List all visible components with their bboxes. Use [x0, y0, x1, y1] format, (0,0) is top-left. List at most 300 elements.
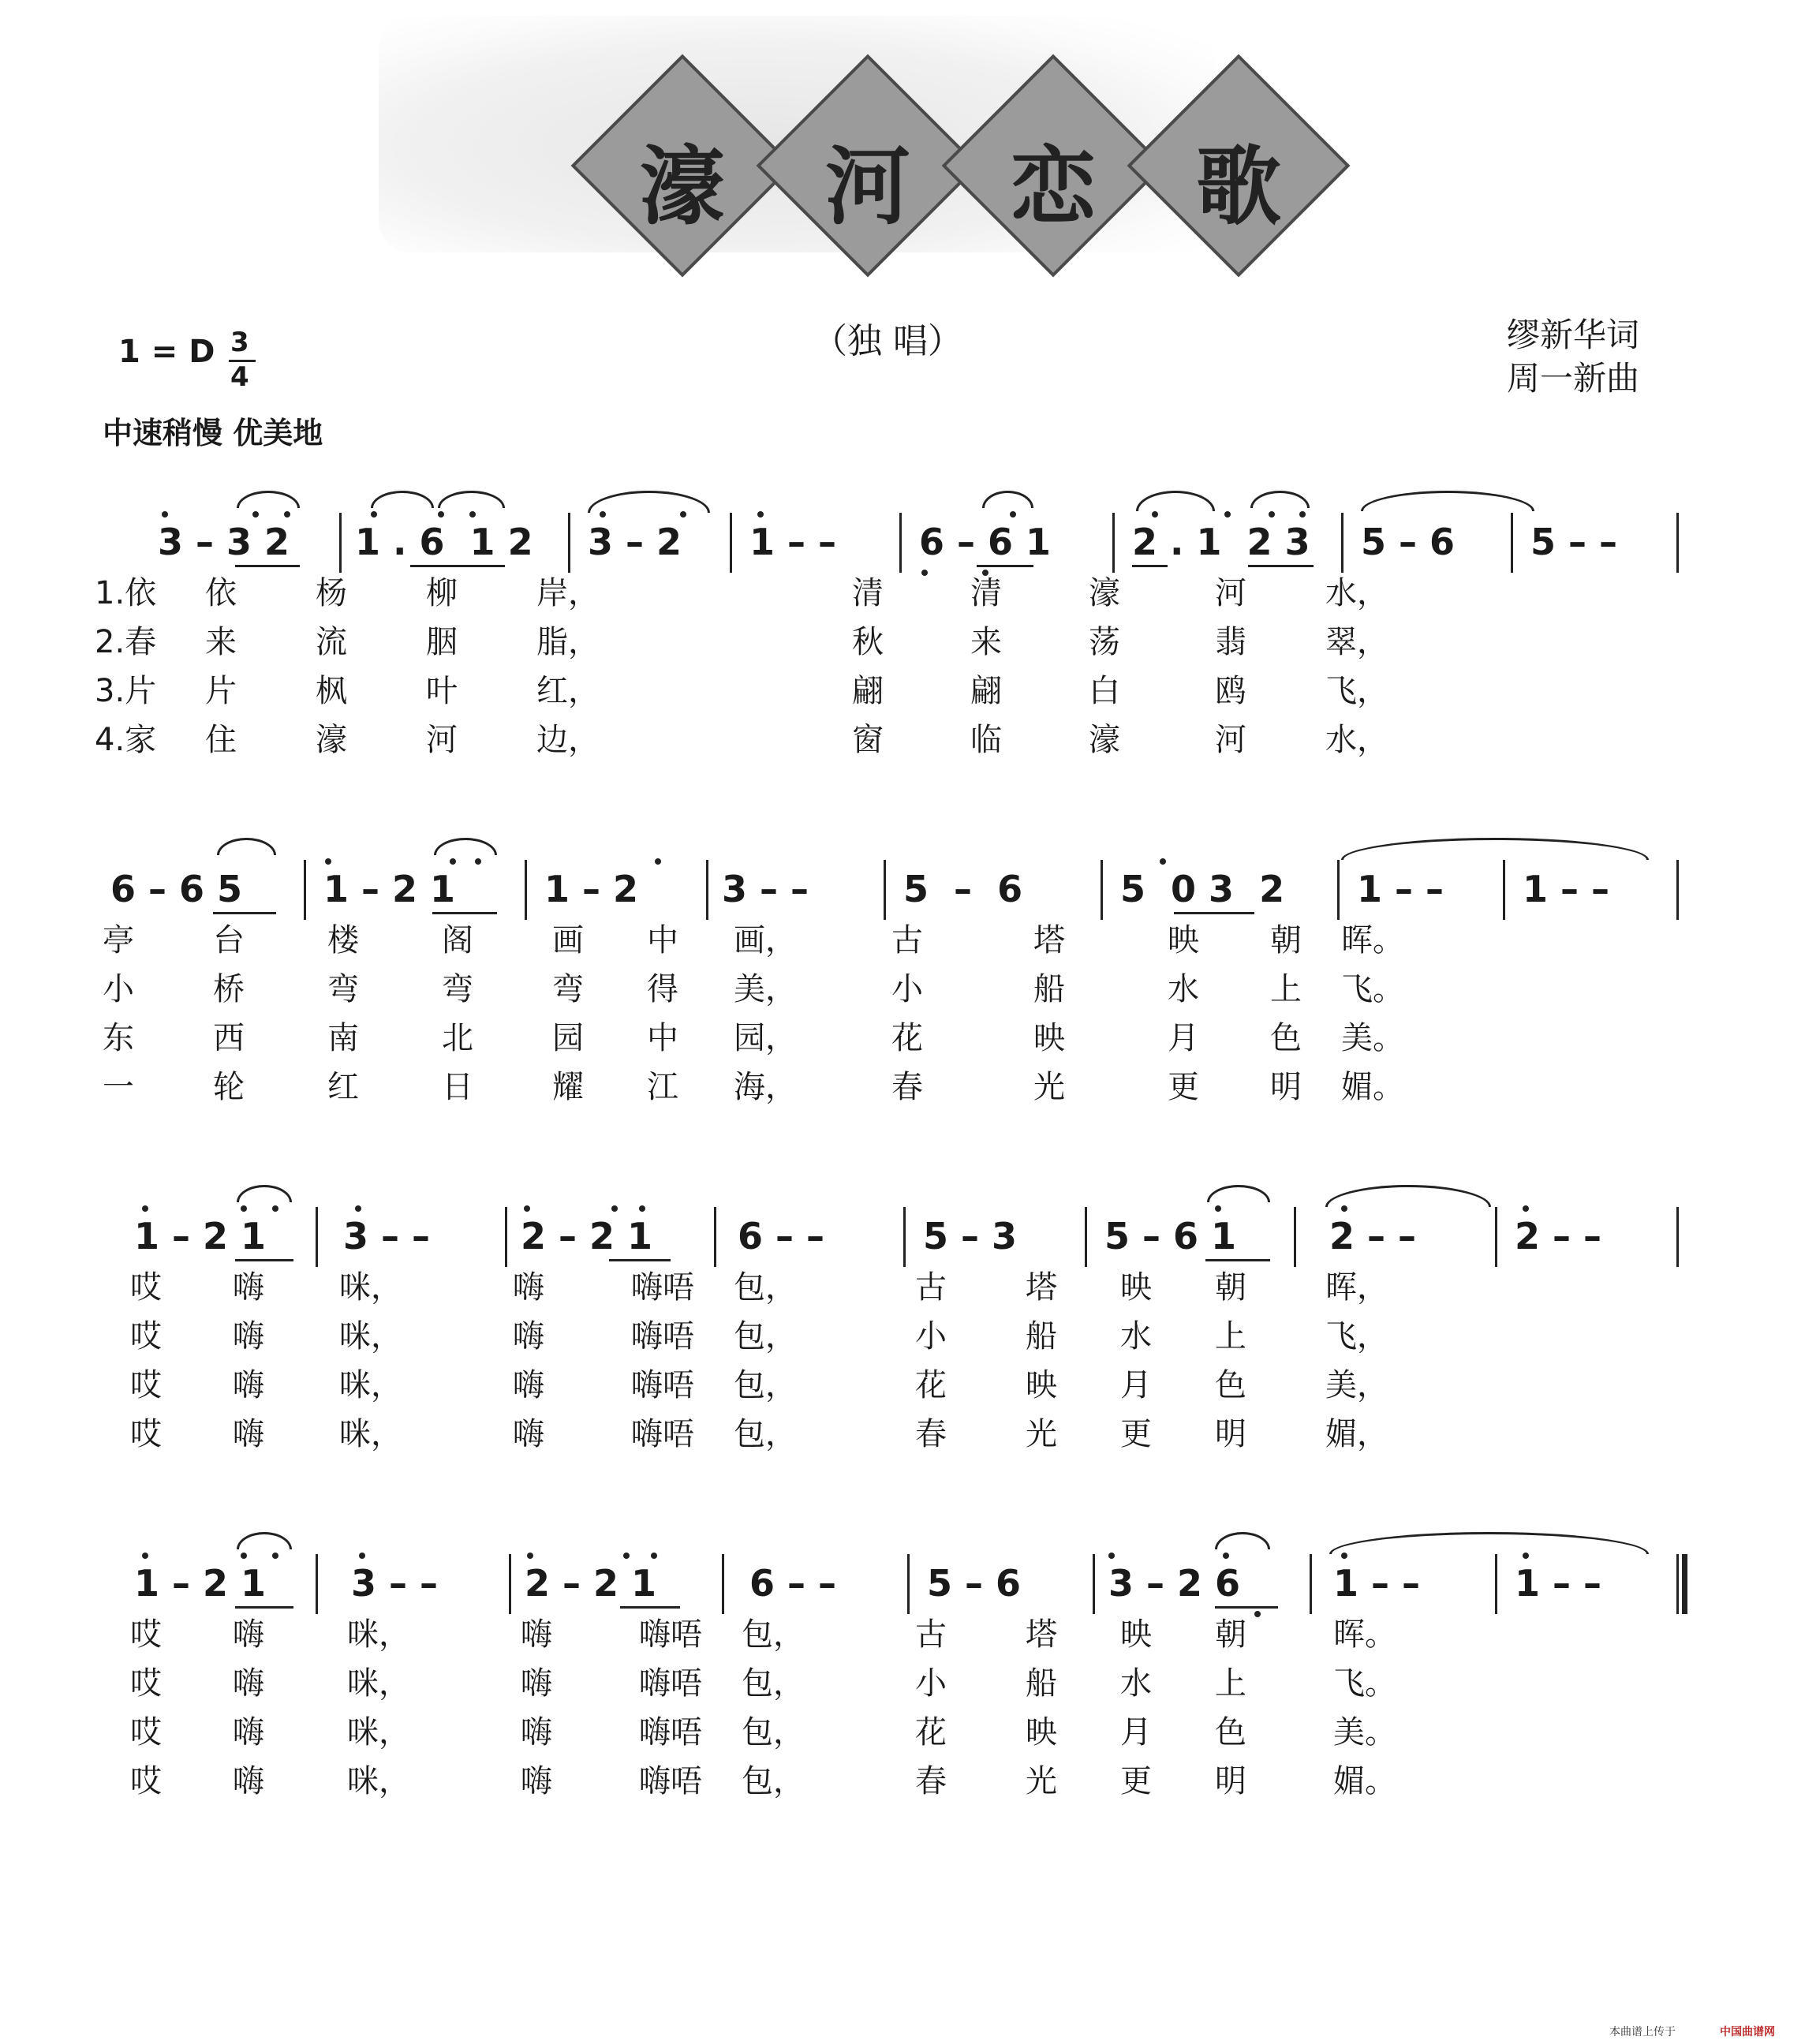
- lyric-syllable: 水，: [1325, 575, 1388, 611]
- lyric-syllable: 咪，: [339, 1318, 402, 1355]
- lyric-syllable: 明: [1270, 1069, 1302, 1105]
- lyric-syllable: 上: [1270, 971, 1302, 1007]
- lyric-syllable: 哎: [130, 1714, 162, 1751]
- measure-3-2: 3 – –: [343, 1215, 431, 1257]
- lyric-syllable: 上: [1215, 1665, 1246, 1702]
- barline: [1341, 513, 1343, 573]
- lyric-syllable: 映: [1120, 1616, 1152, 1653]
- octave-dot-above: [252, 511, 259, 518]
- barline: [1495, 1554, 1497, 1614]
- lyric-syllable: 白: [1089, 673, 1120, 709]
- slur: [1325, 1185, 1491, 1207]
- lyric-syllable: 嗨唔: [639, 1714, 702, 1751]
- lyric-syllable: 翠，: [1325, 624, 1388, 660]
- lyric-syllable: 嗨: [521, 1714, 552, 1751]
- lyric-syllable: 朝: [1270, 922, 1302, 958]
- beam-underline: [235, 1259, 293, 1261]
- barline: [1101, 860, 1103, 920]
- lyric-syllable: 弯: [552, 971, 584, 1007]
- slur: [1329, 1532, 1649, 1554]
- lyrics-block-3: [0, 1262, 1805, 1467]
- octave-dot-above: [1215, 1205, 1221, 1212]
- measure-4-7: 1 – –: [1333, 1562, 1421, 1605]
- lyric-syllable: 红，: [536, 673, 600, 709]
- measure-3-5: 5 – 3: [923, 1215, 1018, 1257]
- lyric-syllable: 花: [891, 1020, 923, 1056]
- measure-2-4: 3 – –: [722, 868, 809, 910]
- lyric-syllable: 临: [970, 722, 1002, 758]
- time-signature-denominator: 4: [230, 361, 249, 393]
- lyric-syllable: 咪，: [339, 1367, 402, 1403]
- barline: [1676, 513, 1679, 573]
- lyric-syllable: 弯: [327, 971, 359, 1007]
- lyric-syllable: 河: [1215, 575, 1246, 611]
- lyric-syllable: 朝: [1215, 1269, 1246, 1306]
- octave-dot-above: [162, 511, 168, 518]
- beam-underline: [432, 912, 497, 914]
- lyric-syllable: 住: [205, 722, 237, 758]
- final-double-barline: [1676, 1554, 1687, 1614]
- measure-2-3: 1 – 2: [544, 868, 639, 910]
- measure-3-6: 5 – 6 1: [1104, 1215, 1237, 1257]
- lyric-syllable: 1.依: [95, 575, 157, 611]
- slur: [982, 491, 1033, 508]
- octave-dot-above: [757, 511, 764, 518]
- octave-dot-above: [1160, 858, 1166, 865]
- octave-dot-above: [272, 1553, 278, 1559]
- lyric-syllable: 晖。: [1333, 1616, 1396, 1653]
- measure-4-1: 1 – 2 1: [134, 1562, 267, 1605]
- footer-site-logo[interactable]: 中国曲谱网: [1720, 2026, 1775, 2038]
- lyric-syllable: 包，: [734, 1318, 797, 1355]
- lyric-syllable: 荡: [1089, 624, 1120, 660]
- barline: [339, 513, 342, 573]
- barline: [706, 860, 708, 920]
- octave-dot-above: [355, 1205, 361, 1212]
- lyric-syllable: 濠: [1089, 575, 1120, 611]
- lyric-syllable: 嗨: [233, 1318, 264, 1355]
- barline: [1676, 860, 1679, 920]
- slur: [1136, 491, 1215, 511]
- title-char-3: 恋: [1010, 137, 1096, 237]
- lyric-syllable: 哎: [130, 1416, 162, 1452]
- lyric-syllable: 中: [647, 922, 678, 958]
- lyric-syllable: 海，: [734, 1069, 797, 1105]
- slur: [217, 838, 276, 855]
- barline: [505, 1207, 507, 1267]
- lyric-syllable: 飞，: [1325, 673, 1388, 709]
- lyric-syllable: 包，: [742, 1616, 805, 1653]
- lyric-syllable: 4.家: [95, 722, 157, 758]
- lyric-syllable: 媚，: [1325, 1416, 1388, 1452]
- lyric-syllable: 东: [103, 1020, 134, 1056]
- lyric-syllable: 岸，: [536, 575, 600, 611]
- measure-2-5: 5 – 6: [903, 868, 1023, 910]
- lyrics-block-2: [0, 915, 1805, 1120]
- lyric-syllable: 嗨: [233, 1416, 264, 1452]
- lyric-syllable: 桥: [213, 971, 245, 1007]
- octave-dot-above: [1108, 1553, 1115, 1559]
- lyric-syllable: 哎: [130, 1616, 162, 1653]
- lyric-syllable: 嗨: [233, 1616, 264, 1653]
- lyric-syllable: 日: [442, 1069, 473, 1105]
- lyric-syllable: 古: [891, 922, 923, 958]
- lyric-syllable: 美。: [1341, 1020, 1404, 1056]
- lyric-syllable: 嗨: [233, 1714, 264, 1751]
- slur: [1250, 491, 1310, 508]
- lyric-syllable: 明: [1215, 1763, 1246, 1799]
- barline: [304, 860, 306, 920]
- octave-dot-above: [371, 511, 377, 518]
- tempo-marking: 中速稍慢 优美地: [103, 416, 323, 450]
- octave-dot-above: [1269, 511, 1275, 518]
- octave-dot-above: [142, 1553, 148, 1559]
- lyric-syllable: 映: [1026, 1714, 1057, 1751]
- lyric-syllable: 嗨: [521, 1616, 552, 1653]
- slur: [1341, 838, 1649, 860]
- lyric-syllable: 月: [1120, 1714, 1152, 1751]
- lyric-syllable: 月: [1120, 1367, 1152, 1403]
- lyric-syllable: 嗨: [233, 1665, 264, 1702]
- barline: [722, 1554, 724, 1614]
- lyric-syllable: 杨: [316, 575, 347, 611]
- lyric-syllable: 小: [915, 1318, 947, 1355]
- lyric-syllable: 美。: [1333, 1714, 1396, 1751]
- lyric-syllable: 咪，: [347, 1714, 410, 1751]
- measure-1-8: 5 – –: [1530, 521, 1618, 563]
- lyric-syllable: 南: [327, 1020, 359, 1056]
- lyric-syllable: 光: [1026, 1416, 1057, 1452]
- lyric-syllable: 江: [647, 1069, 678, 1105]
- lyric-syllable: 水: [1168, 971, 1199, 1007]
- measure-1-3: 3 – 2: [588, 521, 682, 563]
- lyric-syllable: 色: [1270, 1020, 1302, 1056]
- octave-dot-above: [527, 1553, 533, 1559]
- lyric-syllable: 色: [1215, 1367, 1246, 1403]
- lyric-syllable: 更: [1120, 1416, 1152, 1452]
- lyric-syllable: 片: [205, 673, 237, 709]
- octave-dot-above: [623, 1553, 630, 1559]
- slur: [237, 1532, 292, 1549]
- barline: [903, 1207, 906, 1267]
- barline: [509, 1554, 511, 1614]
- lyric-syllable: 流: [316, 624, 347, 660]
- lyric-syllable: 嗨: [513, 1269, 544, 1306]
- measure-1-7: 5 – 6: [1361, 521, 1456, 563]
- lyric-syllable: 濠: [316, 722, 347, 758]
- measure-4-2: 3 – –: [351, 1562, 439, 1605]
- lyricist: 缪新华词: [1507, 316, 1640, 354]
- barline: [568, 513, 570, 573]
- lyric-syllable: 色: [1215, 1714, 1246, 1751]
- lyric-syllable: 得: [647, 971, 678, 1007]
- beam-underline: [1205, 1259, 1270, 1261]
- lyric-syllable: 咪，: [347, 1616, 410, 1653]
- beam-underline: [432, 565, 505, 567]
- lyric-syllable: 小: [915, 1665, 947, 1702]
- lyric-syllable: 嗨: [233, 1367, 264, 1403]
- title-char-4: 歌: [1195, 137, 1281, 237]
- lyric-syllable: 哎: [130, 1269, 162, 1306]
- lyric-syllable: 映: [1026, 1367, 1057, 1403]
- lyric-syllable: 翡: [1215, 624, 1246, 660]
- lyrics-block-4: [0, 1609, 1805, 1814]
- lyric-syllable: 包，: [734, 1367, 797, 1403]
- barline: [899, 513, 902, 573]
- lyric-syllable: 来: [970, 624, 1002, 660]
- lyric-syllable: 咪，: [347, 1665, 410, 1702]
- lyric-syllable: 北: [442, 1020, 473, 1056]
- measure-1-2: 1 . 6 1 2: [355, 521, 533, 563]
- lyric-syllable: 依: [205, 575, 237, 611]
- lyric-syllable: 阁: [442, 922, 473, 958]
- lyric-syllable: 媚。: [1341, 1069, 1404, 1105]
- barline: [714, 1207, 716, 1267]
- barline: [1112, 513, 1115, 573]
- barline: [1093, 1554, 1095, 1614]
- beam-underline: [213, 912, 276, 914]
- measure-4-5: 5 – 6: [927, 1562, 1022, 1605]
- lyric-syllable: 3.片: [95, 673, 157, 709]
- lyric-syllable: 嗨唔: [631, 1416, 694, 1452]
- lyric-syllable: 咪，: [339, 1416, 402, 1452]
- measure-3-3: 2 – 2 1: [521, 1215, 653, 1257]
- lyric-syllable: 明: [1215, 1416, 1246, 1452]
- beam-underline: [1132, 565, 1168, 567]
- lyric-syllable: 窗: [852, 722, 884, 758]
- octave-dot-above: [450, 858, 456, 865]
- lyric-syllable: 枫: [316, 673, 347, 709]
- lyric-syllable: 叶: [426, 673, 458, 709]
- lyric-syllable: 水: [1120, 1665, 1152, 1702]
- barline: [316, 1554, 318, 1614]
- octave-dot-above: [241, 1205, 247, 1212]
- lyric-syllable: 春: [891, 1069, 923, 1105]
- measure-2-2: 1 – 2 1: [323, 868, 456, 910]
- lyric-syllable: 映: [1033, 1020, 1065, 1056]
- octave-dot-above: [639, 1205, 645, 1212]
- lyric-syllable: 上: [1215, 1318, 1246, 1355]
- lyric-syllable: 嗨: [233, 1269, 264, 1306]
- octave-dot-above: [1224, 511, 1231, 518]
- lyric-syllable: 包，: [734, 1416, 797, 1452]
- lyric-syllable: 脂，: [536, 624, 600, 660]
- octave-dot-above: [241, 1553, 247, 1559]
- lyric-syllable: 清: [970, 575, 1002, 611]
- lyric-syllable: 包，: [742, 1763, 805, 1799]
- lyric-syllable: 濠: [1089, 722, 1120, 758]
- barline: [1337, 860, 1340, 920]
- lyric-syllable: 哎: [130, 1367, 162, 1403]
- beam-underline: [620, 1606, 680, 1609]
- lyric-syllable: 小: [891, 971, 923, 1007]
- lyric-syllable: 嗨唔: [639, 1665, 702, 1702]
- lyric-syllable: 翩: [970, 673, 1002, 709]
- lyric-syllable: 美，: [734, 971, 797, 1007]
- barline: [1503, 860, 1505, 920]
- slur: [237, 1185, 292, 1202]
- lyric-syllable: 园，: [734, 1020, 797, 1056]
- octave-dot-above: [1010, 511, 1016, 518]
- lyric-syllable: 嗨唔: [631, 1367, 694, 1403]
- lyric-syllable: 船: [1026, 1318, 1057, 1355]
- lyric-syllable: 映: [1168, 922, 1199, 958]
- lyric-syllable: 塔: [1033, 922, 1065, 958]
- octave-dot-above: [284, 511, 290, 518]
- lyric-syllable: 古: [915, 1616, 947, 1653]
- lyric-syllable: 飞，: [1325, 1318, 1388, 1355]
- composer: 周一新曲: [1507, 359, 1640, 398]
- lyric-syllable: 2.春: [95, 624, 157, 660]
- lyric-syllable: 嗨唔: [631, 1269, 694, 1306]
- lyric-syllable: 嗨: [513, 1416, 544, 1452]
- title-char-1: 濠: [639, 137, 725, 237]
- lyric-syllable: 嗨唔: [639, 1616, 702, 1653]
- measure-4-6: 3 – 2 6: [1108, 1562, 1241, 1605]
- octave-dot-above: [651, 1553, 657, 1559]
- barline: [316, 1207, 318, 1267]
- measure-1-4: 1 – –: [749, 521, 837, 563]
- barline: [1511, 513, 1513, 573]
- measure-3-8: 2 – –: [1515, 1215, 1602, 1257]
- lyric-syllable: 嗨: [521, 1763, 552, 1799]
- lyric-syllable: 嗨: [233, 1763, 264, 1799]
- lyrics-block-1: [0, 568, 1805, 773]
- lyric-syllable: 哎: [130, 1665, 162, 1702]
- lyric-syllable: 塔: [1026, 1616, 1057, 1653]
- lyric-syllable: 花: [915, 1714, 947, 1751]
- lyric-syllable: 画: [552, 922, 584, 958]
- lyric-syllable: 边，: [536, 722, 600, 758]
- lyric-syllable: 飞。: [1333, 1665, 1396, 1702]
- lyric-syllable: 古: [915, 1269, 947, 1306]
- measure-3-7: 2 – –: [1329, 1215, 1417, 1257]
- measure-3-4: 6 – –: [738, 1215, 825, 1257]
- lyric-syllable: 园: [552, 1020, 584, 1056]
- octave-dot-above: [142, 1205, 148, 1212]
- title-char-2: 河: [824, 137, 910, 237]
- lyric-syllable: 塔: [1026, 1269, 1057, 1306]
- lyric-syllable: 小: [103, 971, 134, 1007]
- lyric-syllable: 来: [205, 624, 237, 660]
- octave-dot-above: [359, 1553, 365, 1559]
- lyric-syllable: 哎: [130, 1763, 162, 1799]
- lyric-syllable: 光: [1026, 1763, 1057, 1799]
- barline: [1310, 1554, 1312, 1614]
- lyric-syllable: 晖，: [1325, 1269, 1388, 1306]
- measure-2-8: 1 – –: [1523, 868, 1610, 910]
- lyric-syllable: 嗨: [521, 1665, 552, 1702]
- beam-underline: [1207, 912, 1254, 914]
- measure-4-8: 1 – –: [1515, 1562, 1602, 1605]
- measure-1-5: 6 – 6 1: [919, 521, 1052, 563]
- slur: [371, 491, 434, 508]
- octave-dot-above: [1223, 1553, 1229, 1559]
- measure-4-4: 6 – –: [749, 1562, 837, 1605]
- measure-2-7: 1 – –: [1357, 868, 1444, 910]
- lyric-syllable: 台: [213, 922, 245, 958]
- lyric-syllable: 嗨: [513, 1367, 544, 1403]
- lyric-syllable: 耀: [552, 1069, 584, 1105]
- slur: [237, 491, 300, 508]
- lyric-syllable: 画，: [734, 922, 797, 958]
- octave-dot-above: [272, 1205, 278, 1212]
- barline: [730, 513, 732, 573]
- lyric-syllable: 光: [1033, 1069, 1065, 1105]
- lyric-syllable: 秋: [852, 624, 884, 660]
- measure-1-6: 2 . 1 2 3: [1132, 521, 1310, 563]
- octave-dot-above: [611, 1205, 618, 1212]
- slur: [1361, 491, 1534, 511]
- lyric-syllable: 一: [103, 1069, 134, 1105]
- lyric-syllable: 河: [426, 722, 458, 758]
- lyric-syllable: 胭: [426, 624, 458, 660]
- lyric-syllable: 映: [1120, 1269, 1152, 1306]
- lyric-syllable: 西: [213, 1020, 245, 1056]
- lyric-syllable: 哎: [130, 1318, 162, 1355]
- lyric-syllable: 包，: [742, 1665, 805, 1702]
- octave-dot-above: [325, 858, 331, 865]
- lyric-syllable: 春: [915, 1416, 947, 1452]
- performance-type: （独 唱）: [813, 321, 962, 361]
- slur: [588, 491, 710, 513]
- beam-underline: [977, 565, 1033, 567]
- beam-underline: [1215, 1606, 1278, 1609]
- barline: [1495, 1207, 1497, 1267]
- octave-dot-above: [655, 858, 661, 865]
- octave-dot-above: [524, 1205, 530, 1212]
- lyric-syllable: 轮: [213, 1069, 245, 1105]
- lyric-syllable: 朝: [1215, 1616, 1246, 1653]
- lyric-syllable: 春: [915, 1763, 947, 1799]
- lyric-syllable: 柳: [426, 575, 458, 611]
- lyric-syllable: 包，: [742, 1714, 805, 1751]
- lyric-syllable: 包，: [734, 1269, 797, 1306]
- lyric-syllable: 咪，: [347, 1763, 410, 1799]
- lyric-syllable: 水: [1120, 1318, 1152, 1355]
- beam-underline: [235, 565, 300, 567]
- lyric-syllable: 美，: [1325, 1367, 1388, 1403]
- slur: [1207, 1185, 1270, 1202]
- measure-3-1: 1 – 2 1: [134, 1215, 267, 1257]
- octave-dot-above: [469, 511, 476, 518]
- lyric-syllable: 更: [1168, 1069, 1199, 1105]
- slur: [434, 838, 497, 855]
- lyric-syllable: 嗨: [513, 1318, 544, 1355]
- barline: [884, 860, 886, 920]
- lyric-syllable: 亭: [103, 922, 134, 958]
- lyric-syllable: 船: [1026, 1665, 1057, 1702]
- lyric-syllable: 咪，: [339, 1269, 402, 1306]
- octave-dot-above: [1299, 511, 1306, 518]
- measure-4-3: 2 – 2 1: [525, 1562, 657, 1605]
- lyric-syllable: 更: [1120, 1763, 1152, 1799]
- slur: [438, 491, 505, 508]
- time-signature-numerator: 3: [230, 327, 249, 358]
- octave-dot-above: [475, 858, 481, 865]
- barline: [1676, 1207, 1679, 1267]
- beam-underline: [609, 1259, 671, 1261]
- footer-upload-note: 本曲谱上传于: [1609, 2026, 1676, 2038]
- barline: [1085, 1207, 1087, 1267]
- octave-dot-above: [1523, 1205, 1529, 1212]
- lyric-syllable: 弯: [442, 971, 473, 1007]
- lyric-syllable: 嗨唔: [631, 1318, 694, 1355]
- lyric-syllable: 中: [647, 1020, 678, 1056]
- lyric-syllable: 晖。: [1341, 922, 1404, 958]
- lyric-syllable: 水，: [1325, 722, 1388, 758]
- barline: [907, 1554, 910, 1614]
